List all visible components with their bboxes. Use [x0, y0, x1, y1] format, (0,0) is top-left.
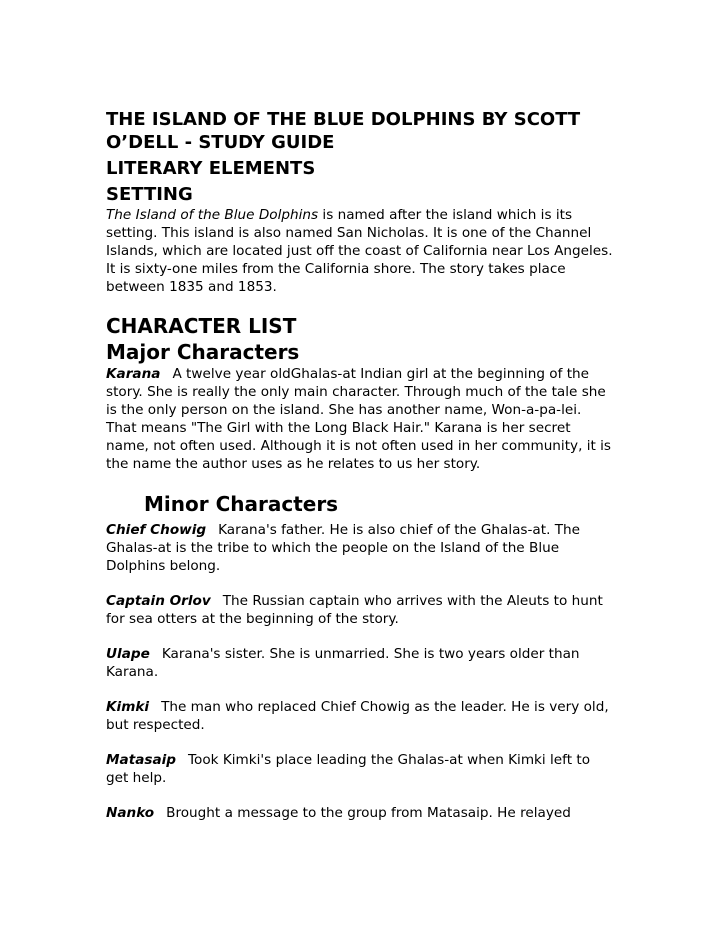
- document-title-line-1: THE ISLAND OF THE BLUE DOLPHINS BY SCOTT: [106, 109, 581, 130]
- character-name: Ulape: [106, 646, 150, 662]
- character-description: Brought a message to the group from Matasaip. He relayed: [166, 805, 571, 821]
- character-entry-matasaip: [106, 751, 616, 787]
- character-description: The man who replaced Chief Chowig as the leader. He is very old, but respected.: [106, 699, 609, 733]
- study-guide-page: [106, 108, 616, 822]
- character-name: Kimki: [106, 699, 150, 715]
- document-title: [106, 108, 616, 154]
- document-title-line-2: O’DELL - STUDY GUIDE: [106, 132, 335, 153]
- minor-characters-heading: Minor Characters: [144, 492, 339, 516]
- character-description: Karana's sister. She is unmarried. She is two years older than Karana.: [106, 646, 580, 680]
- character-list-heading: CHARACTER LIST: [106, 314, 297, 338]
- character-description: The Russian captain who arrives with the Aleuts to hunt for sea otters at the beginning of the story.: [106, 593, 603, 627]
- character-description: Karana's father. He is also chief of the Ghalas-at. The Ghalas-at is the tribe to which the people on the Island of the Blue Dolphins belong.: [106, 522, 581, 574]
- character-name: Chief Chowig: [106, 522, 207, 538]
- character-entry-kimki: [106, 698, 616, 734]
- character-name: Karana: [106, 366, 161, 382]
- character-name: Captain Orlov: [106, 593, 211, 609]
- character-description: A twelve year oldGhalas-at Indian girl at the beginning of the story. She is really the only main character. Through much of the tale she is the only person on the island. She has another name, Won-a-pa-lei. That means "The Girl with the Long Black Hair." Karana is her secret name, not often used. Although it is not often used in her community, it is the name the author uses as he relates to us her story.: [106, 366, 612, 472]
- character-description: Took Kimki's place leading the Ghalas-at when Kimki left to get help.: [106, 752, 591, 786]
- setting-text: is named after the island which is its setting. This island is also named San Nicholas. It is one of the Channel Islands, which are located just off the coast of California near Los Angeles. It is sixty-one miles from the California shore. The story takes place between 1835 and 1853.: [106, 207, 613, 295]
- setting-book-title: The Island of the Blue Dolphins: [106, 207, 319, 223]
- character-name: Matasaip: [106, 752, 177, 768]
- character-entry-nanko: [106, 804, 616, 822]
- setting-paragraph: [106, 206, 616, 296]
- setting-heading: SETTING: [106, 184, 193, 205]
- character-entry-chief-chowig: [106, 521, 616, 575]
- character-entry-ulape: [106, 645, 616, 681]
- major-characters-heading: Major Characters: [106, 340, 300, 364]
- character-entry-karana: [106, 365, 616, 473]
- character-entry-captain-orlov: [106, 592, 616, 628]
- literary-elements-heading: LITERARY ELEMENTS: [106, 158, 316, 179]
- character-name: Nanko: [106, 805, 155, 821]
